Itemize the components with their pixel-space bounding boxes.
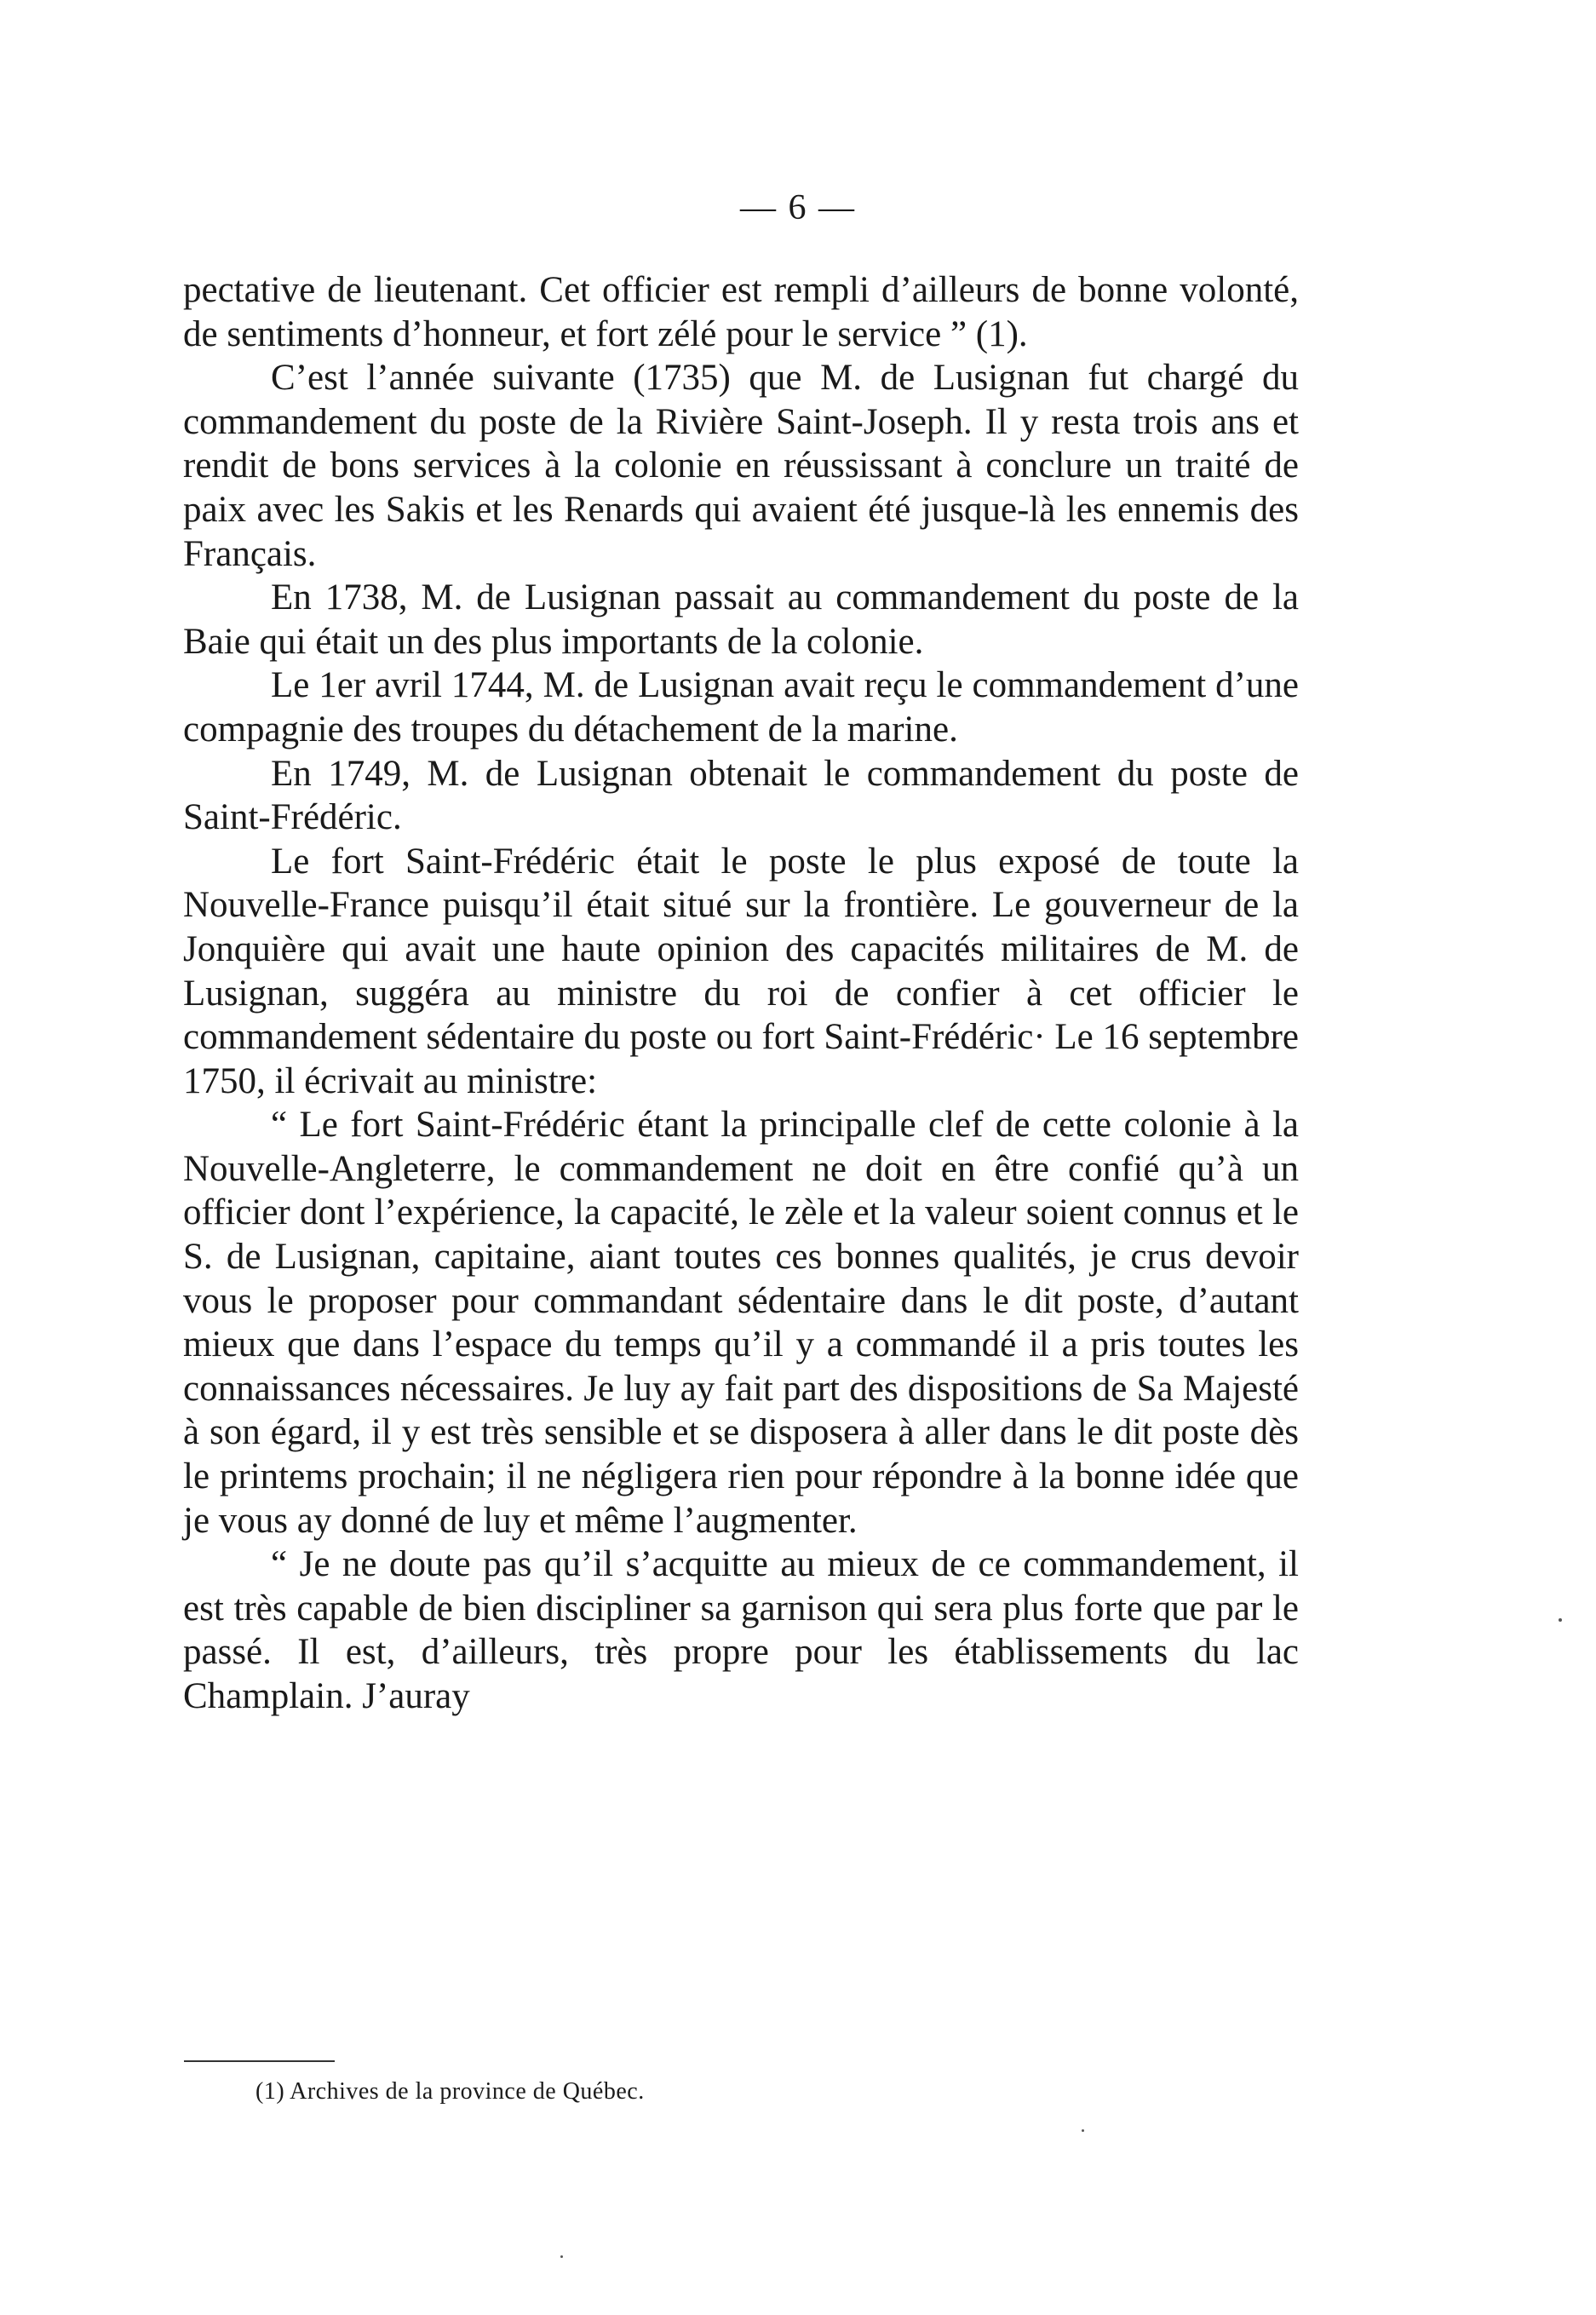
print-speck (1082, 2129, 1084, 2132)
print-speck (1559, 1618, 1562, 1622)
footnote: (1) Archives de la province de Québec. (255, 2078, 645, 2105)
paragraph: C’est l’année suivante (1735) que M. de Lusignan fut chargé du commandement du poste de la Rivière Saint-Joseph. Il y resta trois ans et rendit de bons services à la colonie en réussissant à conclure un traité de paix avec les Sakis et les Renards qui avaient été jusque-là les ennemis des Français. (183, 358, 1299, 574)
paragraph: pectative de lieutenant. Cet officier est rempli d’ailleurs de bonne volonté, de sentiments d’honneur, et fort zélé pour le service ” (1). (183, 270, 1299, 354)
paragraph: Le 1er avril 1744, M. de Lusignan avait reçu le commandement d’une compagnie des troupes du détachement de la marine. (183, 665, 1299, 750)
body-text (183, 268, 1299, 1719)
paragraph: “ Je ne doute pas qu’il s’acquitte au mieux de ce commandement, il est très capable de bien discipliner sa garnison qui sera plus forte que par le passé. Il est, d’ailleurs, très propre pour les établissements du lac Champlain. J’auray (183, 1544, 1299, 1716)
print-speck (560, 2255, 563, 2258)
footnote-divider (184, 2060, 335, 2062)
page-number: — 6 — (740, 188, 856, 227)
paragraph: En 1738, M. de Lusignan passait au commandement du poste de la Baie qui était un des plus importants de la colonie. (183, 577, 1299, 662)
paragraph: “ Le fort Saint-Frédéric étant la principalle clef de cette colonie à la Nouvelle-Angleterre, le commandement ne doit en être confié qu’à un officier dont l’expérience, la capacité, le zèle et la valeur soient connus et le S. de Lusignan, capitaine, aiant toutes ces bonnes qualités, je crus devoir vous le proposer pour commandant sédentaire dans le dit poste, d’autant mieux que dans l’espace du temps qu’il y a commandé il a pris toutes les connaissances nécessaires. Je luy ay fait part des dispositions de Sa Majesté à son égard, il y est très sensible et se disposera à aller dans le dit poste dès le printems prochain; il ne négligera rien pour répondre à la bonne idée que je vous ay donné de luy et même l’augmenter. (183, 1105, 1299, 1541)
paragraph: En 1749, M. de Lusignan obtenait le commandement du poste de Saint-Frédéric. (183, 753, 1299, 838)
paragraph: Le fort Saint-Frédéric était le poste le plus exposé de toute la Nouvelle-France puisqu’il était situé sur la frontière. Le gouverneur de la Jonquière qui avait une haute opinion des capacités militaires de M. de Lusignan, suggéra au ministre du roi de confier à cet officier le commandement sédentaire du poste ou fort Saint-Frédéric· Le 16 septembre 1750, il écrivait au ministre: (183, 841, 1299, 1101)
